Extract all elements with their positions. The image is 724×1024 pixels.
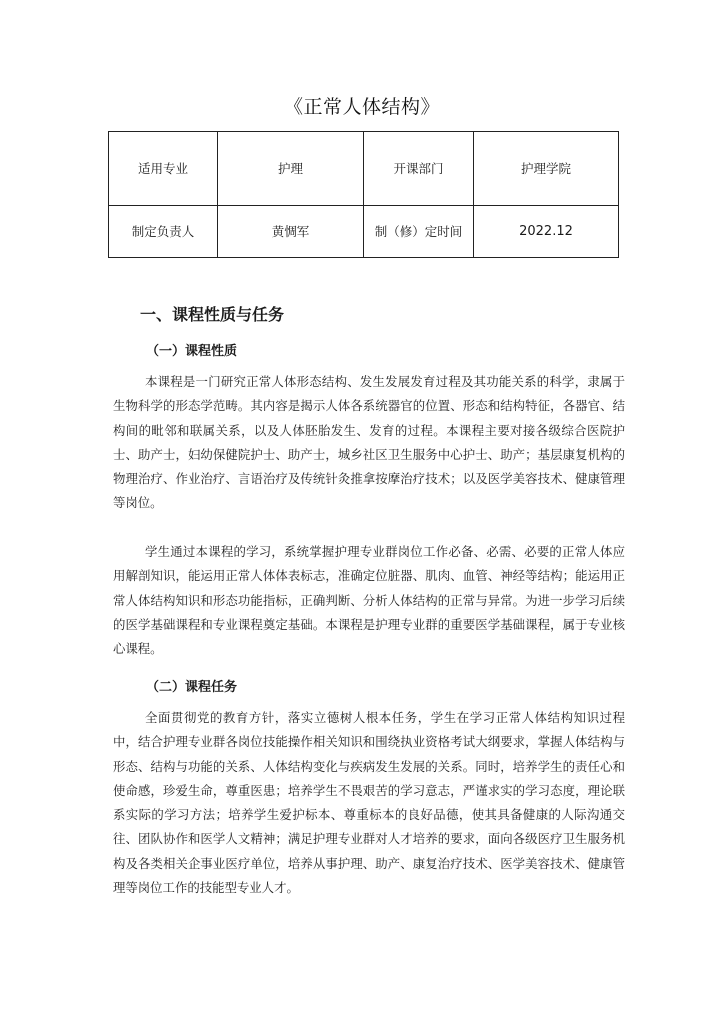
table-row	[109, 206, 619, 258]
paragraph-nature-1: 本课程是一门研究正常人体形态结构、发生发展发育过程及其功能关系的科学，隶属于生物科学的形态学范畴。其内容是揭示人体各系统器官的位置、形态和结构特征，各器官、结构间的毗邻和联属关系，以及人体胚胎发生、发育的过程。本课程主要对接各级综合医院护士、助产士，妇幼保健院护士、助产士，城乡社区卫生服务中心护士、助产；基层康复机构的物理治疗、作业治疗、言语治疗及传统针灸推拿按摩治疗技术；以及医学美容技术、健康管理等岗位。	[113, 374, 625, 511]
section-heading: 一、课程性质与任务	[140, 305, 285, 324]
department-label: 开课部门	[364, 132, 474, 206]
table-row	[109, 132, 619, 206]
revision-date-value: 2022.12	[474, 206, 619, 258]
responsible-label: 制定负责人	[109, 206, 218, 258]
subsection-heading-nature: （一）课程性质	[146, 344, 238, 359]
major-label: 适用专业	[109, 132, 218, 206]
course-info-table	[108, 131, 619, 258]
department-value: 护理学院	[474, 132, 619, 206]
paragraph-nature-2: 学生通过本课程的学习，系统掌握护理专业群岗位工作必备、必需、必要的正常人体应用解剖知识，能运用正常人体体表标志，准确定位脏器、肌肉、血管、神经等结构；能运用正常人体结构知识和形态功能指标，正确判断、分析人体结构的正常与异常。为进一步学习后续的医学基础课程和专业课程奠定基础。本课程是护理专业群的重要医学基础课程，属于专业核心课程。	[113, 544, 625, 657]
document-title: 《正常人体结构》	[283, 96, 440, 118]
responsible-value: 黄惆军	[218, 206, 364, 258]
subsection-heading-tasks: （二）课程任务	[146, 680, 238, 695]
major-value: 护理	[218, 132, 364, 206]
revision-date-label: 制（修）定时间	[364, 206, 474, 258]
paragraph-tasks: 全面贯彻党的教育方针，落实立德树人根本任务，学生在学习正常人体结构知识过程中，结合护理专业群各岗位技能操作相关知识和围绕执业资格考试大纲要求，掌握人体结构与形态、结构与功能的关系、人体结构变化与疾病发生发展的关系。同时，培养学生的责任心和使命感，珍爱生命，尊重医患；培养学生不畏艰苦的学习意志，严谨求实的学习态度，理论联系实际的学习方法；培养学生爱护标本、尊重标本的良好品德，使其具备健康的人际沟通交往、团队协作和医学人文精神；满足护理专业群对人才培养的要求，面向各级医疗卫生服务机构及各类相关企事业医疗单位，培养从事护理、助产、康复治疗技术、医学美容技术、健康管理等岗位工作的技能型专业人才。	[113, 710, 625, 896]
